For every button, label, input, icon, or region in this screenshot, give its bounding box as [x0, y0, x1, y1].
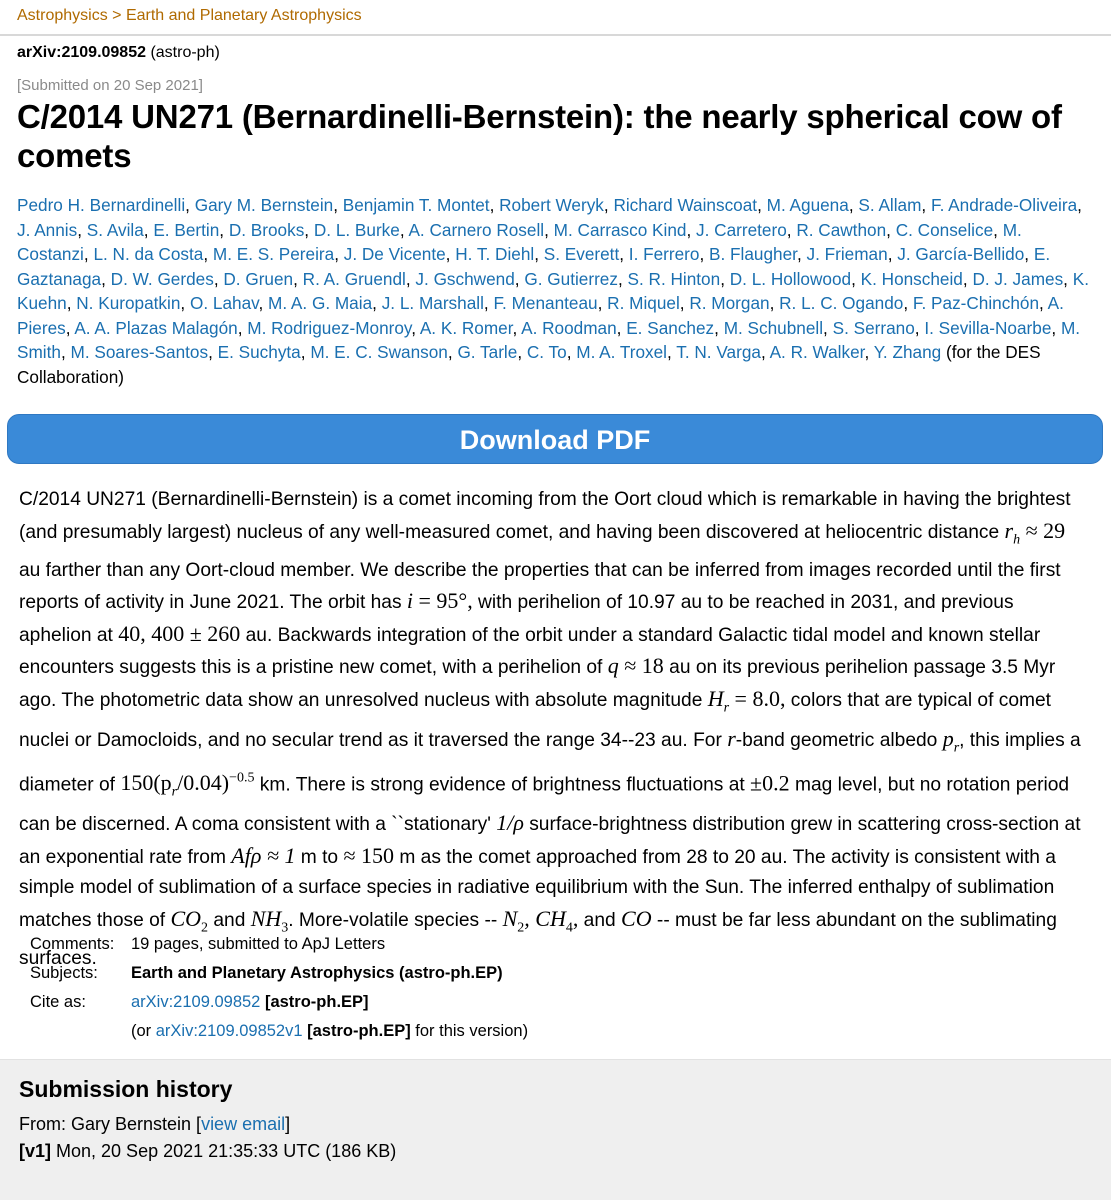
author-link[interactable]: A. Roodman: [521, 317, 617, 338]
version-details: Mon, 20 Sep 2021 21:35:33 UTC (186 KB): [51, 1141, 397, 1161]
author-separator: ,: [720, 268, 730, 289]
author-separator: ,: [219, 219, 229, 240]
author-separator: ,: [886, 219, 896, 240]
author-link[interactable]: M. Schubnell: [723, 317, 824, 338]
cite-category: [astro-ph.EP]: [260, 993, 369, 1011]
author-link[interactable]: Gary M. Bernstein: [194, 195, 334, 215]
author-separator: ,: [686, 219, 697, 240]
author-link[interactable]: L. N. da Costa: [93, 244, 204, 264]
author-separator: ,: [1051, 317, 1061, 338]
author-separator: ,: [1063, 268, 1073, 289]
author-link[interactable]: E. Gaztanaga: [17, 244, 1051, 289]
author-link[interactable]: Robert Weryk: [499, 195, 604, 215]
author-link[interactable]: M. Carrasco Kind: [553, 219, 687, 240]
author-separator: ,: [566, 342, 577, 362]
abstract-math: = 95°,: [413, 588, 473, 614]
author-link[interactable]: O. Lahav: [189, 293, 259, 313]
breadcrumb-separator: >: [107, 7, 126, 24]
author-separator: ,: [517, 342, 527, 362]
comments-label: Comments:: [30, 935, 115, 953]
author-separator: ,: [864, 342, 874, 362]
author-link[interactable]: R. L. C. Ogando: [779, 293, 904, 313]
author-separator: ,: [757, 195, 767, 215]
author-link[interactable]: E. Bertin: [153, 219, 220, 240]
abstract-text: m as the comet approached from 28 to 20 au. The activity is consistent with a simple model of sublimation of a surface species in radiative equilibrium with the Sun. The inferred enthalpy of sublimation matches those of: [19, 846, 1056, 932]
author-separator: ,: [769, 293, 780, 313]
author-link[interactable]: D. L. Burke: [313, 219, 400, 240]
abstract-math: ≈ 18: [618, 653, 664, 679]
author-link[interactable]: A. Carnero Rosell: [408, 219, 545, 240]
submission-history-heading: Submission history: [19, 1076, 233, 1102]
author-link[interactable]: M. Costanzi: [17, 219, 1022, 264]
abstract-text: and: [578, 910, 622, 932]
author-separator: ,: [372, 293, 382, 313]
author-separator: ,: [489, 195, 500, 215]
abstract-math: 1/ρ: [496, 810, 524, 836]
author-separator: ,: [903, 293, 913, 313]
author-link[interactable]: I. Sevilla-Noarbe: [924, 317, 1052, 338]
arxiv-identifier: [0, 36, 1111, 62]
abstract-math: ≈ 150: [343, 842, 395, 868]
author-link[interactable]: B. Flaugher: [709, 244, 797, 264]
author-separator: ,: [101, 268, 111, 289]
author-separator: ,: [921, 195, 931, 215]
abstract: [19, 485, 1091, 975]
abstract-text: au on its previous perihelion passage 3.5 Myr ago. The photometric data show an unresolved nucleus with absolute magnitude: [19, 657, 1056, 711]
author-separator: ,: [185, 195, 195, 215]
author-link[interactable]: S. Allam: [858, 195, 922, 215]
abstract-text: . More-volatile species --: [288, 910, 503, 932]
subjects-label: Subjects:: [30, 964, 98, 982]
breadcrumb-earth-planetary-link[interactable]: Earth and Planetary Astrophysics: [125, 7, 362, 24]
cite-label: Cite as:: [30, 993, 86, 1011]
author-separator: ,: [293, 268, 303, 289]
author-separator: ,: [512, 317, 522, 338]
author-separator: ,: [334, 244, 344, 264]
author-link[interactable]: D. Gruen: [223, 268, 294, 289]
author-separator: ,: [77, 219, 87, 240]
author-link[interactable]: C. To: [526, 342, 567, 362]
version-cite-row: [30, 1017, 528, 1046]
author-separator: ,: [617, 268, 628, 289]
author-separator: ,: [619, 244, 629, 264]
author-separator: ,: [333, 195, 343, 215]
abstract-text: surface-brightness distribution grew in scattering cross-section at an exponential rate from: [19, 814, 1081, 868]
author-link[interactable]: R. A. Gruendl: [302, 268, 406, 289]
author-separator: ,: [616, 317, 627, 338]
version-prefix: (or: [131, 1022, 156, 1040]
author-link[interactable]: J. Carretero: [696, 219, 787, 240]
subjects-row: [30, 959, 528, 988]
author-separator: ,: [411, 317, 420, 338]
abstract-text: km. There is strong evidence of brightness fluctuations at: [254, 774, 751, 796]
submission-date: [Submitted on 20 Sep 2021]: [17, 77, 203, 94]
author-separator: ,: [544, 219, 554, 240]
submission-history: [0, 1059, 1111, 1200]
author-link[interactable]: S. Serrano: [832, 317, 915, 338]
author-separator: ,: [399, 219, 409, 240]
author-link[interactable]: S. Avila: [86, 219, 144, 240]
author-separator: ,: [714, 317, 724, 338]
author-link[interactable]: N. Kuropatkin: [76, 293, 181, 313]
paper-title: C/2014 UN271 (Bernardinelli-Bernstein): the nearly spherical cow of comets: [17, 98, 1062, 174]
author-separator: ,: [887, 244, 898, 264]
comments-value: 19 pages, submitted to ApJ Letters: [131, 935, 386, 953]
author-separator: ,: [534, 244, 544, 264]
author-link[interactable]: Y. Zhang: [873, 342, 942, 362]
abstract-math: $N_2$, $CH_4$,: [502, 906, 579, 936]
author-link[interactable]: A. Pieres: [17, 293, 1064, 338]
author-separator: ,: [60, 342, 71, 362]
author-separator: ,: [304, 219, 314, 240]
metadata-table: [30, 930, 528, 1046]
submitter-line: From: Gary Bernstein [view email]: [19, 1114, 291, 1134]
abstract-math: ±0.2: [750, 770, 790, 796]
subjects-value: Earth and Planetary Astrophysics (astro-ph.EP): [131, 964, 503, 982]
author-link[interactable]: K. Kuehn: [17, 268, 1089, 313]
abstract-text: mag level, but no rotation period can be discerned. A coma consistent with a ``stationary': [19, 774, 1070, 836]
version-category: [astro-ph.EP]: [302, 1022, 411, 1040]
author-separator: ,: [848, 195, 859, 215]
author-separator: ,: [66, 293, 77, 313]
author-separator: ,: [180, 293, 190, 313]
abstract-math: i: [406, 588, 413, 614]
author-link[interactable]: M. Smith: [17, 317, 1081, 362]
cite-row: [30, 988, 528, 1017]
cite-link[interactable]: arXiv:2109.09852: [131, 993, 261, 1011]
abstract-math: $150(p_r/0.04)^{-0.5}$: [120, 770, 255, 800]
abstract-math: ≈ 29: [1020, 517, 1066, 543]
author-link[interactable]: Pedro H. Bernardinelli: [17, 195, 186, 215]
abstract-math: r: [727, 725, 736, 751]
abstract-math: CO: [621, 906, 652, 932]
author-link[interactable]: M. A. G. Maia: [268, 293, 373, 313]
author-link[interactable]: Richard Wainscoat: [613, 195, 758, 215]
author-link[interactable]: S. R. Hinton: [627, 268, 721, 289]
abstract-text: au. Backwards integration of the orbit under a standard Galactic tidal model and known stellar encounters suggests this is a pristine new comet, with a perihelion of: [19, 624, 1041, 679]
author-separator: ,: [851, 268, 861, 289]
author-link[interactable]: C. Conselice: [895, 219, 994, 240]
abstract-text: colors that are typical of comet nuclei or Damocloids, and no secular trend as it traversed the range 34--23 au. For: [19, 689, 1052, 751]
author-separator: ,: [83, 244, 94, 264]
author-link[interactable]: R. Morgan: [689, 293, 770, 313]
author-separator: ,: [1039, 293, 1048, 313]
abstract-math: $CO_2$: [170, 906, 209, 936]
arxiv-archive: (astro-ph): [146, 44, 220, 61]
author-link[interactable]: Benjamin T. Montet: [342, 195, 490, 215]
author-separator: ,: [796, 244, 807, 264]
author-link[interactable]: K. Honscheid: [860, 268, 963, 289]
author-separator: ,: [203, 244, 213, 264]
author-separator: ,: [786, 219, 797, 240]
author-separator: ,: [760, 342, 770, 362]
author-separator: ,: [445, 244, 456, 264]
author-separator: ,: [447, 342, 458, 362]
author-separator: ,: [1024, 244, 1034, 264]
abstract-math: = 8.0,: [729, 685, 786, 711]
author-link[interactable]: S. Everett: [543, 244, 620, 264]
author-link[interactable]: T. N. Varga: [676, 342, 761, 362]
breadcrumb-astrophysics-link[interactable]: Astrophysics: [17, 7, 108, 24]
author-link[interactable]: D. J. James: [972, 268, 1064, 289]
author-separator: ,: [208, 342, 218, 362]
author-separator: ,: [65, 317, 75, 338]
author-link[interactable]: G. Tarle: [457, 342, 518, 362]
breadcrumb: [0, 0, 1111, 36]
author-separator: ,: [597, 293, 608, 313]
abstract-math: q: [607, 653, 619, 679]
author-link[interactable]: E. Sanchez: [626, 317, 715, 338]
author-link[interactable]: M. Rodriguez-Monroy: [247, 317, 412, 338]
author-link[interactable]: J. L. Marshall: [381, 293, 484, 313]
author-separator: ,: [1077, 195, 1082, 215]
version-suffix: for this version): [410, 1022, 529, 1040]
author-separator: ,: [667, 342, 677, 362]
author-link[interactable]: G. Gutierrez: [524, 268, 618, 289]
abstract-text: C/2014 UN271 (Bernardinelli-Bernstein) is a comet incoming from the Oort cloud which is remarkable in having the brightest (and presumably largest) nucleus of any well-measured comet, and having been discovered at heliocentric distance: [19, 489, 1071, 543]
abstract-math: $NH_3$: [250, 906, 289, 936]
abstract-math: Afρ ≈ 1: [231, 842, 296, 868]
author-separator: ,: [962, 268, 973, 289]
view-email-link[interactable]: view email: [201, 1114, 286, 1134]
author-separator: ,: [300, 342, 311, 362]
author-separator: ,: [679, 293, 690, 313]
author-list: [17, 193, 1097, 389]
abstract-text: -band geometric albedo: [735, 729, 943, 751]
author-link[interactable]: M. Aguena: [766, 195, 849, 215]
author-link[interactable]: J. Gschwend: [415, 268, 515, 289]
comments-row: [30, 930, 528, 959]
author-link[interactable]: J. Frieman: [806, 244, 888, 264]
arxiv-id-number: arXiv:2109.09852: [17, 44, 146, 61]
abstract-math: $H_r$: [707, 685, 730, 716]
abstract-text: , this implies a diameter of: [19, 729, 1081, 796]
abstract-text: and: [208, 910, 251, 932]
author-separator: ,: [699, 244, 710, 264]
author-link[interactable]: H. T. Diehl: [455, 244, 535, 264]
author-separator: ,: [823, 317, 833, 338]
abstract-math: $r_h$: [1004, 517, 1021, 547]
author-link[interactable]: A. R. Walker: [769, 342, 865, 362]
author-link[interactable]: M. Soares-Santos: [70, 342, 209, 362]
collaboration-note: (for the DES Collaboration): [17, 342, 1041, 387]
author-link[interactable]: A. A. Plazas Malagón: [74, 317, 238, 338]
author-link[interactable]: J. De Vicente: [343, 244, 446, 264]
author-separator: ,: [993, 219, 1003, 240]
abstract-math: 40, 400 ± 260: [118, 620, 241, 646]
author-separator: ,: [258, 293, 269, 313]
author-separator: ,: [143, 219, 154, 240]
author-link[interactable]: M. E. S. Pereira: [212, 244, 335, 264]
author-separator: ,: [405, 268, 416, 289]
abstract-text: -- must be far less abundant on the sublimating surfaces.: [19, 910, 1057, 969]
author-link[interactable]: D. W. Gerdes: [110, 268, 214, 289]
abstract-text: with perihelion of 10.97 au to be reached in 2031, and previous aphelion at: [19, 592, 1014, 646]
version-tag: [v1]: [19, 1141, 52, 1161]
author-link[interactable]: R. Cawthon: [796, 219, 887, 240]
author-link[interactable]: M. E. C. Swanson: [310, 342, 448, 362]
author-link[interactable]: E. Suchyta: [217, 342, 301, 362]
author-link[interactable]: M. A. Troxel: [576, 342, 667, 362]
author-link[interactable]: R. Miquel: [607, 293, 680, 313]
author-separator: ,: [213, 268, 224, 289]
abstract-math: $p_r$: [942, 725, 960, 756]
author-link[interactable]: F. Menanteau: [493, 293, 598, 313]
author-link[interactable]: D. Brooks: [228, 219, 305, 240]
author-separator: ,: [603, 195, 614, 215]
author-separator: ,: [237, 317, 248, 338]
author-link[interactable]: F. Andrade-Oliveira: [930, 195, 1078, 215]
author-link[interactable]: D. L. Hollowood: [729, 268, 852, 289]
author-separator: ,: [914, 317, 925, 338]
author-link[interactable]: J. Annis: [17, 219, 78, 240]
abstract-text: m to: [295, 846, 344, 868]
author-link[interactable]: F. Paz-Chinchón: [912, 293, 1040, 313]
version-line: [19, 1138, 1111, 1165]
author-link[interactable]: J. García-Bellido: [897, 244, 1025, 264]
download-pdf-button[interactable]: Download PDF: [7, 414, 1103, 464]
author-separator: ,: [514, 268, 525, 289]
abstract-text: au farther than any Oort-cloud member. We describe the properties that can be inferred from images recorded until the first reports of activity in June 2021. The orbit has: [19, 559, 1061, 614]
author-link[interactable]: I. Ferrero: [628, 244, 700, 264]
author-link[interactable]: A. K. Romer: [419, 317, 513, 338]
author-separator: ,: [483, 293, 494, 313]
version-link[interactable]: arXiv:2109.09852v1: [155, 1022, 303, 1040]
